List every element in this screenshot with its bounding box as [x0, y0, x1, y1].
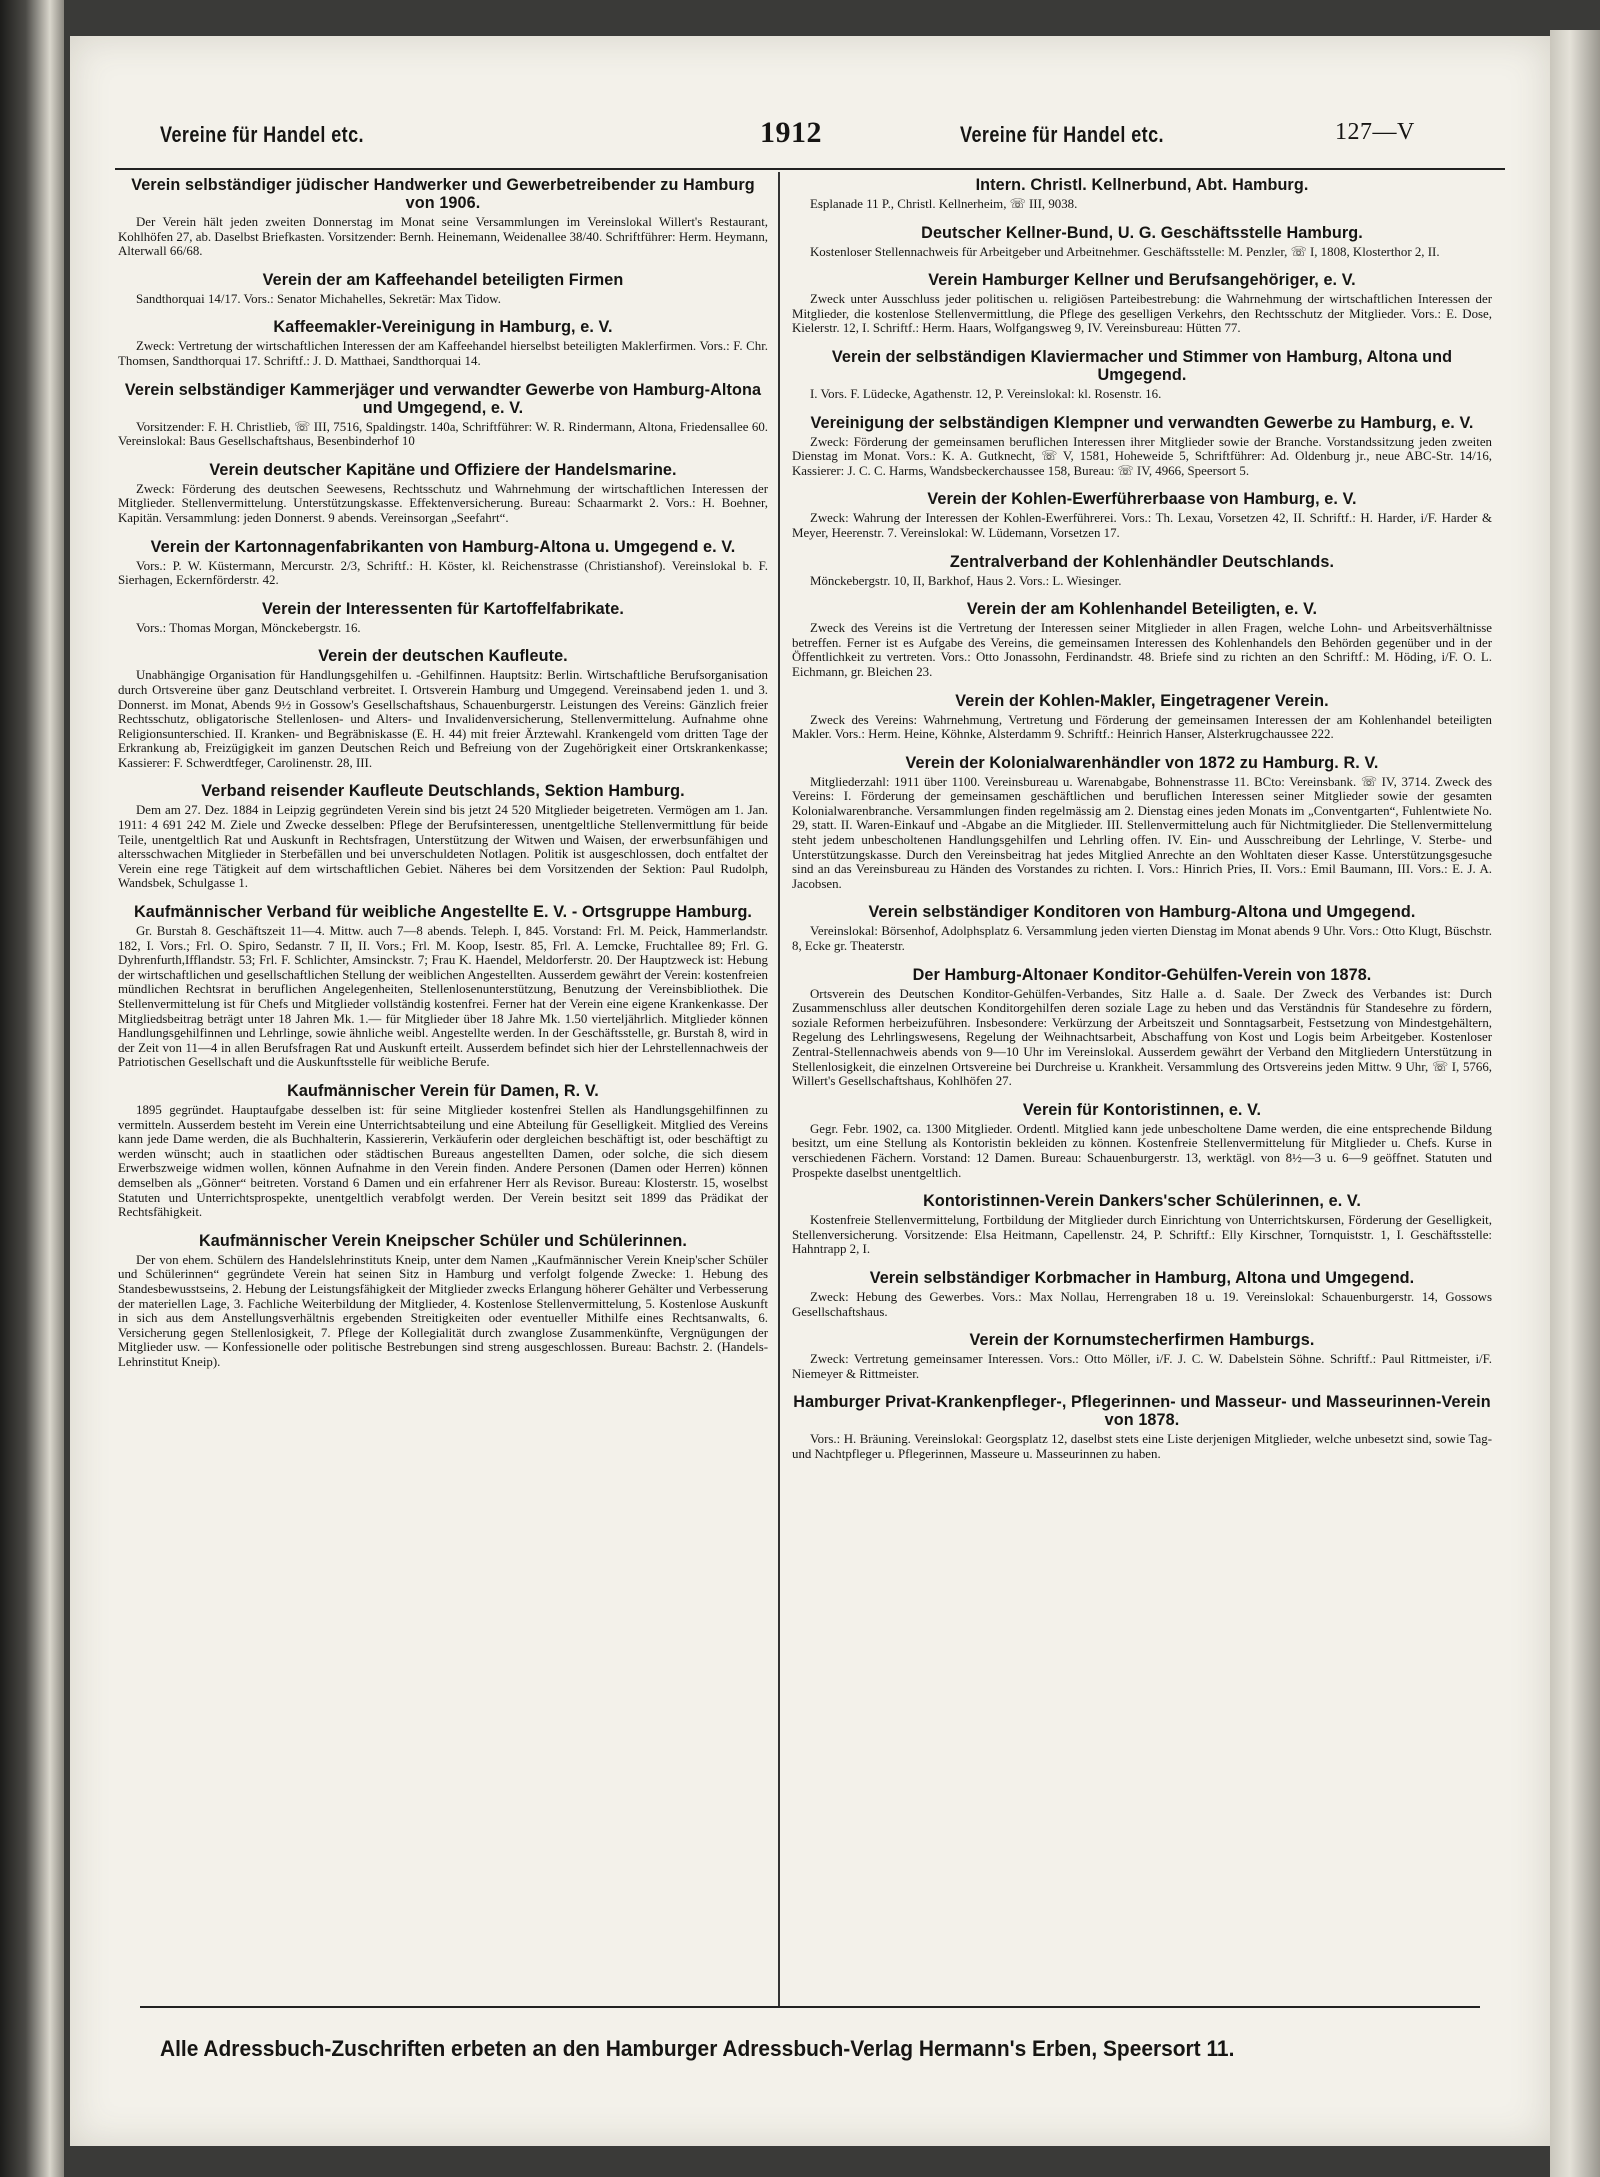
entry — [792, 490, 1492, 540]
entry — [118, 318, 768, 368]
entry-title: Verein der Kartonnagenfabrikanten von Hamburg-Altona u. Umgegend e. V. — [150, 537, 736, 556]
entry-text: Vors.: H. Bräuning. Vereinslokal: Georgsplatz 12, daselbst stets eine Liste derjenigen Mitglieder, welche unbesetzt sind, sowie Tag- und Nachtpfleger u. Pflegerinnen, Masseure u. Masseurinnen zu haben. — [792, 1432, 1492, 1461]
entry-title: Verein selbständiger Korbmacher in Hamburg, Altona und Umgegend. — [869, 1268, 1415, 1287]
page-number: 127—V — [1335, 119, 1415, 145]
entry — [118, 271, 768, 307]
entry — [792, 1269, 1492, 1319]
entry — [118, 538, 768, 588]
header-year: 1912 — [760, 116, 822, 149]
entry-text: Zweck: Hebung des Gewerbes. Vors.: Max Nollau, Herrengraben 18 u. 19. Vereinslokal: Schauenburgerstr. 14, Gossows Gesellschaftshaus. — [792, 1289, 1492, 1319]
entry-title: Verein Hamburger Kellner und Berufsangehöriger, e. V. — [928, 271, 1356, 290]
entry — [792, 176, 1492, 212]
entry-title: Zentralverband der Kohlenhändler Deutschlands. — [949, 552, 1335, 571]
entry-text: Vors.: P. W. Küstermann, Mercurstr. 2/3, Schriftf.: H. Köster, kl. Reichenstrasse (Christianshof). Vereinslokal b. F. Sierhagen, Eckernförderstr. 42. — [118, 558, 768, 588]
entry-text: Zweck unter Ausschluss jeder politischen u. religiösen Parteibestrebung: die Wahrnehmung der wirtschaftlichen Interessen der Mitglieder, die kostenlose Stellenvermittlung, die Pflege des geselligen Verkehrs, den Rechtsschutz der Mitglieder. Vors.: E. Dose, Kielerstr. 12, I. Schriftf.: Herm. Haars, Wolfgangsweg 9, IV. Vereinsbureau: Hütten 77. — [792, 292, 1492, 336]
entry-title: Deutscher Kellner-Bund, U. G. Geschäftsstelle Hamburg. — [921, 223, 1363, 242]
entry-text: Ortsverein des Deutschen Konditor-Gehülfen-Verbandes, Sitz Halle a. d. Saale. Der Zweck des Verbandes ist: Durch Zusammenschluss aller deutschen Konditorgehilfen deren soziale Lage zu heben und das Verständnis für Standesehre zu fördern, soziale Reformen herbeizuführen. Insbesondere: Verkürzung der Arbeitszeit und Sonntagsarbeit, Festsetzung von Mindestgehältern, Regelung des Lehrlingswesens, Regelung der Weihnachtsarbeit, Abschaffung von Kost und Logis beim Arbeitgeber. Kostenloser Zentral-Stellennachweis abends von 9—10 Uhr im Vereinslokal. Ausserdem gewährt der Verband den Mitgliedern Unterstützung in Stellenlosigkeit, die einzelnen Ortsvereine bei Durchreise u. Krankheit. Versammlung des Ortsvereins jeden Mittw. 9 Uhr, ☏ I, 5766, Willert's Gesellschaftshaus, Kohlhöfen 27. — [792, 986, 1492, 1089]
entry — [118, 1232, 768, 1370]
entry-title: Verein der Kohlen-Makler, Eingetragener Verein. — [955, 691, 1329, 710]
entry-text: I. Vors. F. Lüdecke, Agathenstr. 12, P. Vereinslokal: kl. Rosenstr. 16. — [810, 386, 1162, 401]
entry-text: Der Verein hält jeden zweiten Donnerstag im Monat seine Versammlungen im Vereinslokal Willert's Restaurant, Kohlhöfen 27, ab. Daselbst Briefkasten. Vorsitzender: Bernh. Heinemann, Weidenallee 38/40. Schriftführer: Herm. Heymann, Alterwall 66/68. — [118, 215, 768, 259]
entry — [118, 647, 768, 770]
entry-title: Verband reisender Kaufleute Deutschlands, Sektion Hamburg. — [201, 782, 685, 801]
entry — [792, 1192, 1492, 1257]
entry-title: Verein der selbständigen Klaviermacher und Stimmer von Hamburg, Altona und Umgegend. — [831, 347, 1453, 384]
entry-text: 1895 gegründet. Hauptaufgabe desselben ist: für seine Mitglieder kostenfrei Stellen als Handlungsgehilfinnen zu vermitteln. Ausserdem besteht im Verein eine Unterrichtsabteilung und eine Abteilung für Geselligkeit. Mitglied des Vereins kann jede Dame werden, die als Buchhalterin, Kassiererin, Verkäuferin oder dergleichen beschäftigt ist, oder beschäftigt zu werden wünscht; auch in staatlichen oder städtischen Bureaus angestellten Damen, oder solche, die sich diesem Erwerbszweige widmen wollen, können Aufnahme in den Verein finden. Andere Personen (Damen oder Herren) können demselben als „Gönner“ beitreten. Vorstand 6 Damen und ein erfahrener Herr als Revisor. Bureau: Klosterstr. 15, woselbst Statuten und Unterrichtsprospekte, unentgeltlich verabfolgt werden. Der Verein besitzt seit 1899 das Prädikat der Rechtsfähigkeit. — [118, 1102, 768, 1220]
entry — [792, 600, 1492, 679]
entry — [792, 1393, 1492, 1461]
entry-title: Der Hamburg-Altonaer Konditor-Gehülfen-Verein von 1878. — [912, 965, 1372, 984]
entry — [118, 1082, 768, 1220]
entry-title: Kaffeemakler-Vereinigung in Hamburg, e. V. — [273, 318, 613, 337]
entry-title: Verein der am Kohlenhandel Beteiligten, e. V. — [966, 600, 1318, 619]
header-rule — [115, 168, 1505, 170]
entry-title: Vereinigung der selbständigen Klempner und verwandten Gewerbe zu Hamburg, e. V. — [810, 413, 1474, 432]
entry — [792, 903, 1492, 953]
entry-title: Kaufmännischer Verein für Damen, R. V. — [287, 1081, 599, 1100]
entry-title: Kaufmännischer Verband für weibliche Angestellte E. V. - Ortsgruppe Hamburg. — [133, 903, 753, 922]
entry — [792, 1101, 1492, 1180]
left-column — [118, 176, 768, 2002]
header-right: Vereine für Handel etc. — [960, 122, 1164, 147]
entry-text: Zweck: Förderung des deutschen Seewesens, Rechtsschutz und Wahrnehmung der wirtschaftlichen Interessen der Mitglieder. Stellenvermittelung. Unterstützungskasse. Effektenversicherung. Bureau: Schaarmarkt 2. Vors.: H. Boehner, Kapitän. Versammlung: jeden Donnerst. 9 abends. Vereinsorgan „Seefahrt“. — [118, 481, 768, 525]
entry-title: Kaufmännischer Verein Kneipscher Schüler und Schülerinnen. — [199, 1231, 687, 1250]
entry-text: Gr. Burstah 8. Geschäftszeit 11—4. Mittw. auch 7—8 abends. Teleph. I, 845. Vorstand: Frl. M. Peick, Hammerlandstr. 182, I. Vors.; Frl. O. Spiro, Sedanstr. 7 II, II. Vors.; Frl. M. Koop, Isestr. 85, Frl. A. Lemcke, Fruchtallee 89; Frl. G. Dyhrenfurth,Ifflandstr. 53; Frl. F. Schlichter, Amsinckstr. 7; Frau K. Haendel, Meldorferstr. 20. Der Hauptzweck ist: Hebung der wirtschaftlichen und gesellschaftlichen Stellung der weiblichen Angestellten. Ausserdem gewährt der Verein: kostenfreien mündlichen Rechtsrat in beruflichen Angelegenheiten, Stellenlosenunterstützung, Benutzung der Vereinsbibliothek. Die Stellenvermittelung ist für Chefs und Mitglieder vollständig kostenfrei. Ferner hat der Verein eine eigene Krankenkasse. Der Mitgliedsbeitrag beträgt unter 18 Jahren Mk. 1.— für Mitglieder über 18 Jahre Mk. 1.50 vierteljährlich. Mitglieder können Handlungsgehilfinnen und Lehrlinge, sowie ähnliche weibl. Angestellte werden. In der Geschäftsstelle, gr. Burstah 8, wird in der Zeit von 11—4 in allen Berufsfragen Rat und Auskunft erteilt. Ausserdem befindet sich hier der Lehrstellennachweis der Patriotischen Gesellschaft und die Auskunftsstelle für weibliche Berufe. — [118, 924, 768, 1070]
entry-title: Hamburger Privat-Krankenpfleger-, Pflegerinnen- und Masseur- und Masseurinnen-Verein von 1878. — [793, 1393, 1491, 1430]
entry — [792, 348, 1492, 402]
entry-text: Vereinslokal: Börsenhof, Adolphsplatz 6. Versammlung jeden vierten Dienstag im Monat abends 9 Uhr. Vors.: Otto Klugt, Büschstr. 8, Ecke gr. Theaterstr. — [792, 924, 1492, 954]
entry-text: Esplanade 11 P., Christl. Kellnerheim, ☏ III, 9038. — [810, 197, 1078, 211]
entry-title: Verein der Kornumstecherfirmen Hamburgs. — [969, 1331, 1315, 1350]
entry — [792, 754, 1492, 892]
entry — [792, 224, 1492, 260]
entry-text: Zweck: Förderung der gemeinsamen beruflichen Interessen ihrer Mitglieder sowie der Branche. Vorstandssitzung jeden zweiten Dienstag im Monat. Vors.: K. A. Gutknecht, ☏ V, 1581, Hoheweide 5, Schriftführer: Ad. Oldenburg jr., neue ABC-Str. 14/16, Kassierer: J. C. C. Harms, Wandsbeckerchaussee 158, Bureau: ☏ IV, 4966, Speersort 5. — [792, 434, 1492, 478]
entry-title: Verein selbständiger Kammerjäger und verwandter Gewerbe von Hamburg-Altona und Umgegend, e. V. — [124, 380, 762, 417]
entry-text: Mitgliederzahl: 1911 über 1100. Vereinsbureau u. Warenabgabe, Bohnenstrasse 11. BCto: Vereinsbank. ☏ IV, 3714. Zweck des Vereins: I. Förderung der gemeinsamen geschäftlichen und beruflichen Interessen seiner Mitglieder sowie der gesamten Kolonialwarenbranche. Versammlungen finden regelmässig am 2. Dienstag eines jeden Monats im „Conventgarten“, Fuhlentwiete No. 29, statt. II. Waren-Einkauf und -Abgabe an die Mitglieder. III. Stellenvermittelung auch für Nichtmitglieder. Die Stellenvermittelung steht jedem unbescholtenen Handlungsgehilfen und Lehrling offen. IV. Ein- und Ausschreibung der Lehrlinge, V. Sterbe- und Unterstützungskasse. Durch den Vereinsbeitrag hat jedes Mitglied Anrechte an den Wohltaten dieser Kasse. Unterstützungsgesuche sind an das Vereinsbureau zu Händen des Vorstandes zu richten. I. Vors.: Hinrich Pries, II. Vors.: Emil Baumann, III. Vors.: E. J. A. Jacobsen. — [792, 774, 1492, 891]
entry — [118, 600, 768, 636]
entry-text: Zweck: Vertretung der wirtschaftlichen Interessen der am Kaffeehandel hierselbst beteiligten Maklerfirmen. Vors.: F. Chr. Thomsen, Sandthorquai 17. Schriftf.: J. D. Matthaei, Sandthorquai 14. — [118, 339, 768, 368]
entry — [792, 414, 1492, 479]
entry — [118, 176, 768, 259]
entry-title: Verein selbständiger Konditoren von Hamburg-Altona und Umgegend. — [868, 903, 1416, 922]
entry — [118, 782, 768, 891]
entry-text: Vors.: Thomas Morgan, Mönckebergstr. 16. — [136, 620, 361, 635]
entry-text: Gegr. Febr. 1902, ca. 1300 Mitglieder. Ordentl. Mitglied kann jede unbescholtene Dame werden, die eine entsprechende Bildung besitzt, um eine Stellung als Kontoristin bekleiden zu können. Kostenfreie Stellenvermittelung für Mitglieder u. Chefs. Kurse in verschiedenen Fächern. Vorstand: 12 Damen. Bureau: Schauenburgerstr. 13, werktägl. von 8½—3 u. 6—9 geöffnet. Statuten und Prospekte daselbst unentgeltlich. — [792, 1121, 1492, 1180]
footer-rule — [140, 2006, 1480, 2008]
entry — [118, 903, 768, 1070]
entry-title: Verein der am Kaffeehandel beteiligten Firmen — [262, 270, 624, 289]
entry-title: Verein der deutschen Kaufleute. — [318, 647, 568, 666]
entry-text: Mönckebergstr. 10, II, Barkhof, Haus 2. Vors.: L. Wiesinger. — [810, 573, 1122, 588]
entry-title: Verein für Kontoristinnen, e. V. — [1022, 1100, 1262, 1119]
entry-text: Kostenloser Stellennachweis für Arbeitgeber und Arbeitnehmer. Geschäftsstelle: M. Penzler, ☏ I, 1808, Klosterthor 2, II. — [810, 244, 1440, 259]
entry-text: Unabhängige Organisation für Handlungsgehilfen u. -Gehilfinnen. Hauptsitz: Berlin. Wirtschaftliche Berufsorganisation durch Ortsvereine über ganz Deutschland verbreitet. I. Ortsverein Hamburg und Umgegend. Vereinsabend jeden 1. und 3. Donnerst. im Monat, Abends 9½ in Gossow's Gesellschaftshaus, Schauenburgerstr. Leistungen des Vereins: Gänzlich freier Rechtsschutz, obligatorische Stellenlosen- und Alters- und Invalidenversicherung, Stellenvermittelung. Aufnahme ohne Religionsunterschied. II. Kranken- und Begräbniskasse (E. H. 44) mit freier Ärztewahl. Krankengeld vom dritten Tage der Erkrankung ab, Freizügigkeit im ganzen Deutschen Reich und Befreiung von der Zugehörigkeit einer Ortskrankenkasse; Kassierer: F. Schwerdtfeger, Carolinenstr. 28, III. — [118, 668, 768, 770]
entry — [792, 553, 1492, 589]
entry-title: Verein der Interessenten für Kartoffelfabrikate. — [262, 599, 624, 618]
entry-title: Intern. Christl. Kellnerbund, Abt. Hamburg. — [975, 176, 1309, 194]
footer-notice: Alle Adressbuch-Zuschriften erbeten an den Hamburger Adressbuch-Verlag Hermann's Erben, Speersort 11. — [160, 2036, 1235, 2061]
entry — [118, 461, 768, 526]
entry-text: Dem am 27. Dez. 1884 in Leipzig gegründeten Verein sind bis jetzt 24 520 Mitglieder beigetreten. Vermögen am 1. Jan. 1911: 4 691 242 M. Ziele und Zwecke desselben: Pflege der Berufsinteressen, unentgeltliche Stellenvermittlung für beide Teile, unentgeltlich Rat und Auskunft in Rechtsfragen, Unterstützung der Witwen und Waisen, der erwerbsunfähigen und altersschwachen Mitglieder in Sterbefällen und bei unverschuldeten Notlagen. Politik ist ausgeschlossen, doch entfaltet der Verein eine rege Tätigkeit auf dem wirtschaftlichen Gebiet. Näheres bei dem Vorsitzenden der Sektion: Paul Rudolph, Wandsbek, Schulgasse 1. — [118, 803, 768, 891]
entry-text: Kostenfreie Stellenvermittelung, Fortbildung der Mitglieder durch Einrichtung von Unterrichtskursen, Förderung der Geselligkeit, Stellenversicherung. Vorsitzende: Elsa Heitmann, Capellenstr. 24, P. Schriftf.: Elly Kirschner, Tornquiststr. 1, I. Geschäftsstelle: Hahntrapp 2, I. — [792, 1213, 1492, 1257]
entry-title: Verein der Kohlen-Ewerführerbaase von Hamburg, e. V. — [927, 490, 1357, 509]
entry-title: Verein deutscher Kapitäne und Offiziere der Handelsmarine. — [209, 460, 677, 479]
entry-text: Zweck des Vereins ist die Vertretung der Interessen seiner Mitglieder in allen Fragen, welche Lohn- und Arbeitsverhältnisse betreffen. Ferner ist es Aufgabe des Vereins, die gemeinsamen Interessen des Kohlenhandels den Behörden gegenüber und in der Öffentlichkeit zu vertreten. Vors.: Otto Jonassohn, Ferdinandstr. 48. Briefe sind zu richten an den Schriftf.: M. Höding, i/F. O. L. Eichmann, gr. Bleichen 23. — [792, 621, 1492, 679]
header-left: Vereine für Handel etc. — [160, 122, 364, 147]
entry — [792, 1331, 1492, 1381]
right-column — [792, 176, 1492, 2002]
entry-text: Vorsitzender: F. H. Christlieb, ☏ III, 7516, Spaldingstr. 140a, Schriftführer: W. R. Rindermann, Altona, Friedensallee 60. Vereinslokal: Baus Gesellschaftshaus, Besenbinderhof 10 — [118, 419, 768, 449]
entry — [792, 692, 1492, 742]
entry-title: Verein der Kolonialwarenhändler von 1872 zu Hamburg. R. V. — [905, 753, 1379, 772]
book-binding-left — [0, 0, 64, 2177]
entry-text: Der von ehem. Schülern des Handelslehrinstituts Kneip, unter dem Namen „Kaufmännischer Verein Kneip'scher Schüler und Schülerinnen“ gegründete Verein hat seinen Sitz in Hamburg und verfolgt folgende Zwecke: 1. Hebung des Standesbewusstseins, 2. Hebung der Leistungsfähigkeit der Mitglieder zwecks Erlangung höherer Gehälter und Verbesserung der materiellen Lage, 3. Fachliche Weiterbildung der Mitglieder, 4. Kostenlose Stellenvermittelung, 5. Kostenlose Auskunft in sich aus dem Anstellungsverhältnis ergebenden Streitigkeiten oder eventueller Mithilfe eines Rechtsanwalts, 6. Versicherung gegen Stellenlosigkeit, 7. Pflege der Kollegialität durch zwanglose Zusammenkünfte, Vergnügungen der Mitglieder usw. — Konfessionelle oder politische Bestrebungen sind streng ausgeschlossen. Bureau: Bachstr. 2. (Handels-Lehrinstitut Kneip). — [118, 1252, 768, 1369]
entry — [792, 271, 1492, 336]
entry — [792, 966, 1492, 1089]
entry — [118, 381, 768, 449]
entry-title: Kontoristinnen-Verein Dankers'scher Schülerinnen, e. V. — [923, 1192, 1361, 1211]
entry-text: Zweck: Wahrung der Interessen der Kohlen-Ewerführerei. Vors.: Th. Lexau, Vorsetzen 42, II. Schriftf.: H. Harder, i/F. Harder & Meyer, Heerenstr. 7. Vereinslokal: W. Lüdemann, Vorsetzen 17. — [792, 511, 1492, 540]
entry-text: Zweck: Vertretung gemeinsamer Interessen. Vors.: Otto Möller, i/F. J. C. W. Dabelstein Söhne. Schriftf.: Paul Rittmeister, i/F. Niemeyer & Rittmeister. — [792, 1352, 1492, 1381]
running-header — [70, 116, 1490, 162]
entry-text: Zweck des Vereins: Wahrnehmung, Vertretung und Förderung der gemeinsamen Interessen der am Kohlenhandel beteiligten Makler. Vors.: Herm. Heine, Köhnke, Alsterdamm 9. Schriftf.: Heinrich Hanser, Alsterkrugchaussee 222. — [792, 712, 1492, 742]
page-edge-right — [1550, 30, 1600, 2177]
entry-title: Verein selbständiger jüdischer Handwerker und Gewerbetreibender zu Hamburg von 1906. — [131, 176, 755, 212]
column-divider — [778, 172, 780, 2007]
entry-text: Sandthorquai 14/17. Vors.: Senator Michahelles, Sekretär: Max Tidow. — [136, 291, 501, 306]
